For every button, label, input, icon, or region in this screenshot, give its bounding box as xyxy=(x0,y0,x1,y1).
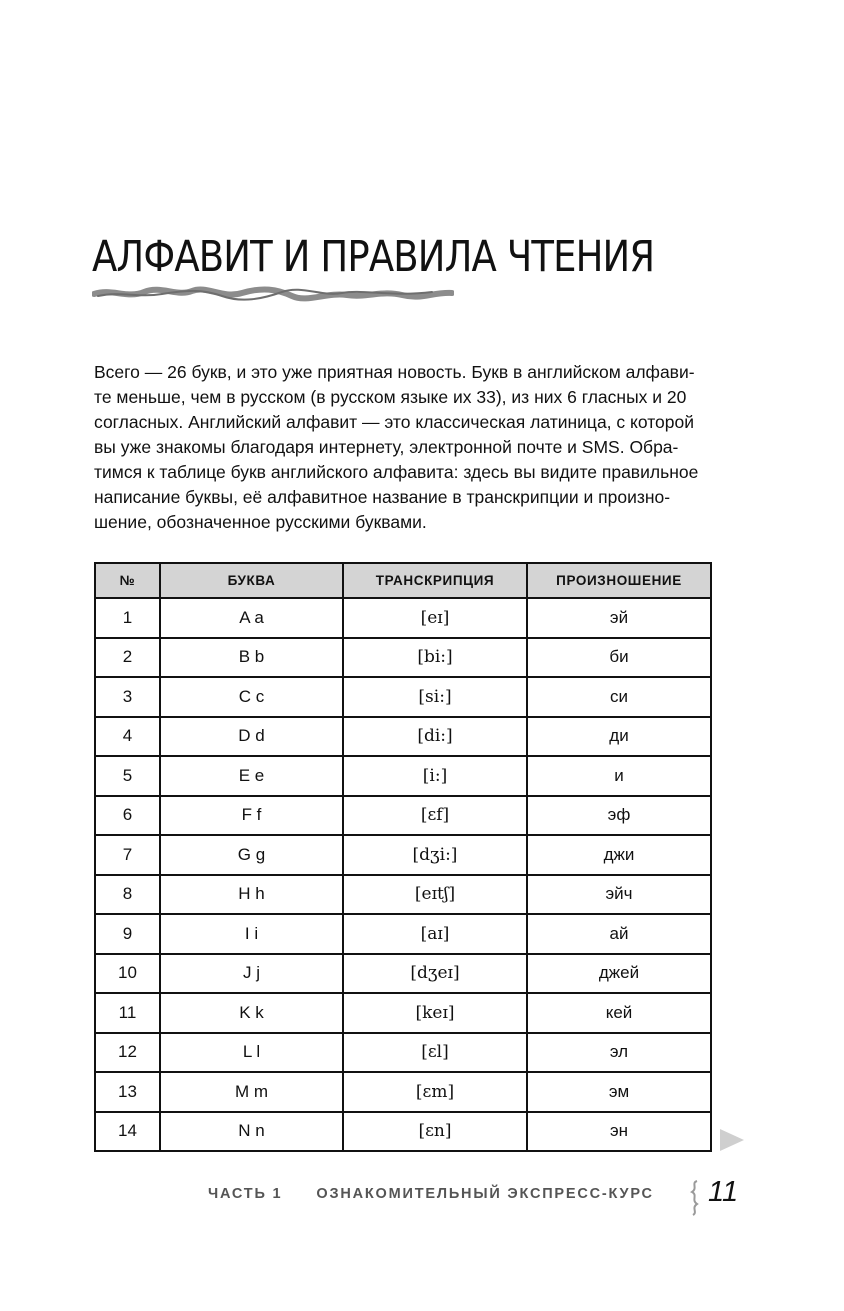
table-row xyxy=(95,835,711,875)
row-pronunciation: эн xyxy=(527,1112,711,1152)
footer-course: ОЗНАКОМИТЕЛЬНЫЙ ЭКСПРЕСС-КУРС xyxy=(316,1186,654,1202)
intro-line: написание буквы, её алфавитное название в транскрипции и произно- xyxy=(94,487,671,507)
table-row xyxy=(95,638,711,678)
brace-icon xyxy=(688,1180,702,1216)
row-letter: D d xyxy=(160,717,343,757)
table-row xyxy=(95,1112,711,1152)
row-pronunciation: эй xyxy=(527,598,711,638)
row-number: 10 xyxy=(95,954,160,994)
intro-line: шение, обозначенное русскими буквами. xyxy=(94,512,427,532)
header-number: № xyxy=(95,563,160,598)
row-number: 14 xyxy=(95,1112,160,1152)
intro-line: согласных. Английский алфавит — это классическая латиница, с которой xyxy=(94,412,695,432)
row-letter: A a xyxy=(160,598,343,638)
intro-line: тимся к таблице букв английского алфавита: здесь вы видите правильное xyxy=(94,462,699,482)
row-transcription: [bi:] xyxy=(343,638,527,678)
row-transcription: [eɪtʃ] xyxy=(343,875,527,915)
row-pronunciation: джей xyxy=(527,954,711,994)
row-number: 13 xyxy=(95,1072,160,1112)
row-transcription: [di:] xyxy=(343,717,527,757)
triangle-right-icon xyxy=(719,1128,745,1152)
page-title: АЛФАВИТ И ПРАВИЛА ЧТЕНИЯ xyxy=(92,232,655,282)
row-letter: M m xyxy=(160,1072,343,1112)
row-transcription: [dʒeɪ] xyxy=(343,954,527,994)
row-transcription: [dʒi:] xyxy=(343,835,527,875)
row-letter: B b xyxy=(160,638,343,678)
footer-part: ЧАСТЬ 1 xyxy=(208,1186,283,1202)
header-letter: БУКВА xyxy=(160,563,343,598)
row-transcription: [ɛl] xyxy=(343,1033,527,1073)
table-row xyxy=(95,875,711,915)
table-row xyxy=(95,993,711,1033)
row-letter: H h xyxy=(160,875,343,915)
intro-line: вы уже знакомы благодаря интернету, электронной почте и SMS. Обра- xyxy=(94,437,679,457)
row-number: 11 xyxy=(95,993,160,1033)
row-letter: L l xyxy=(160,1033,343,1073)
table-header-row xyxy=(95,563,711,598)
row-pronunciation: эйч xyxy=(527,875,711,915)
table-row xyxy=(95,1033,711,1073)
row-pronunciation: и xyxy=(527,756,711,796)
row-letter: I i xyxy=(160,914,343,954)
table-row xyxy=(95,914,711,954)
alphabet-table xyxy=(94,562,712,1152)
row-number: 1 xyxy=(95,598,160,638)
row-number: 2 xyxy=(95,638,160,678)
row-transcription: [si:] xyxy=(343,677,527,717)
row-pronunciation: джи xyxy=(527,835,711,875)
row-pronunciation: эл xyxy=(527,1033,711,1073)
header-transcription: ТРАНСКРИПЦИЯ xyxy=(343,563,527,598)
row-pronunciation: си xyxy=(527,677,711,717)
row-transcription: [ɛn] xyxy=(343,1112,527,1152)
row-transcription: [i:] xyxy=(343,756,527,796)
row-pronunciation: ай xyxy=(527,914,711,954)
intro-line: Всего — 26 букв, и это уже приятная новость. Букв в английском алфави- xyxy=(94,362,695,382)
row-transcription: [ɛf] xyxy=(343,796,527,836)
row-transcription: [aɪ] xyxy=(343,914,527,954)
row-letter: N n xyxy=(160,1112,343,1152)
intro-line: те меньше, чем в русском (в русском языке их 33), из них 6 гласных и 20 xyxy=(94,387,687,407)
row-pronunciation: кей xyxy=(527,993,711,1033)
row-number: 12 xyxy=(95,1033,160,1073)
row-number: 4 xyxy=(95,717,160,757)
header-pronunciation: ПРОИЗНОШЕНИЕ xyxy=(527,563,711,598)
row-pronunciation: эф xyxy=(527,796,711,836)
page-number: 11 xyxy=(708,1176,739,1208)
table-row xyxy=(95,717,711,757)
row-number: 5 xyxy=(95,756,160,796)
table-row xyxy=(95,1072,711,1112)
row-letter: G g xyxy=(160,835,343,875)
row-number: 9 xyxy=(95,914,160,954)
row-number: 3 xyxy=(95,677,160,717)
intro-paragraph xyxy=(94,360,710,535)
row-pronunciation: эм xyxy=(527,1072,711,1112)
row-letter: J j xyxy=(160,954,343,994)
row-letter: C c xyxy=(160,677,343,717)
row-number: 7 xyxy=(95,835,160,875)
row-transcription: [eɪ] xyxy=(343,598,527,638)
table-row xyxy=(95,954,711,994)
row-pronunciation: ди xyxy=(527,717,711,757)
row-transcription: [keɪ] xyxy=(343,993,527,1033)
table-row xyxy=(95,796,711,836)
running-footer xyxy=(208,1186,654,1202)
row-number: 8 xyxy=(95,875,160,915)
row-letter: F f xyxy=(160,796,343,836)
row-number: 6 xyxy=(95,796,160,836)
row-pronunciation: би xyxy=(527,638,711,678)
table-row xyxy=(95,598,711,638)
scribble-underline-icon xyxy=(92,283,454,305)
table-row xyxy=(95,756,711,796)
row-transcription: [ɛm] xyxy=(343,1072,527,1112)
table-row xyxy=(95,677,711,717)
row-letter: E e xyxy=(160,756,343,796)
row-letter: K k xyxy=(160,993,343,1033)
